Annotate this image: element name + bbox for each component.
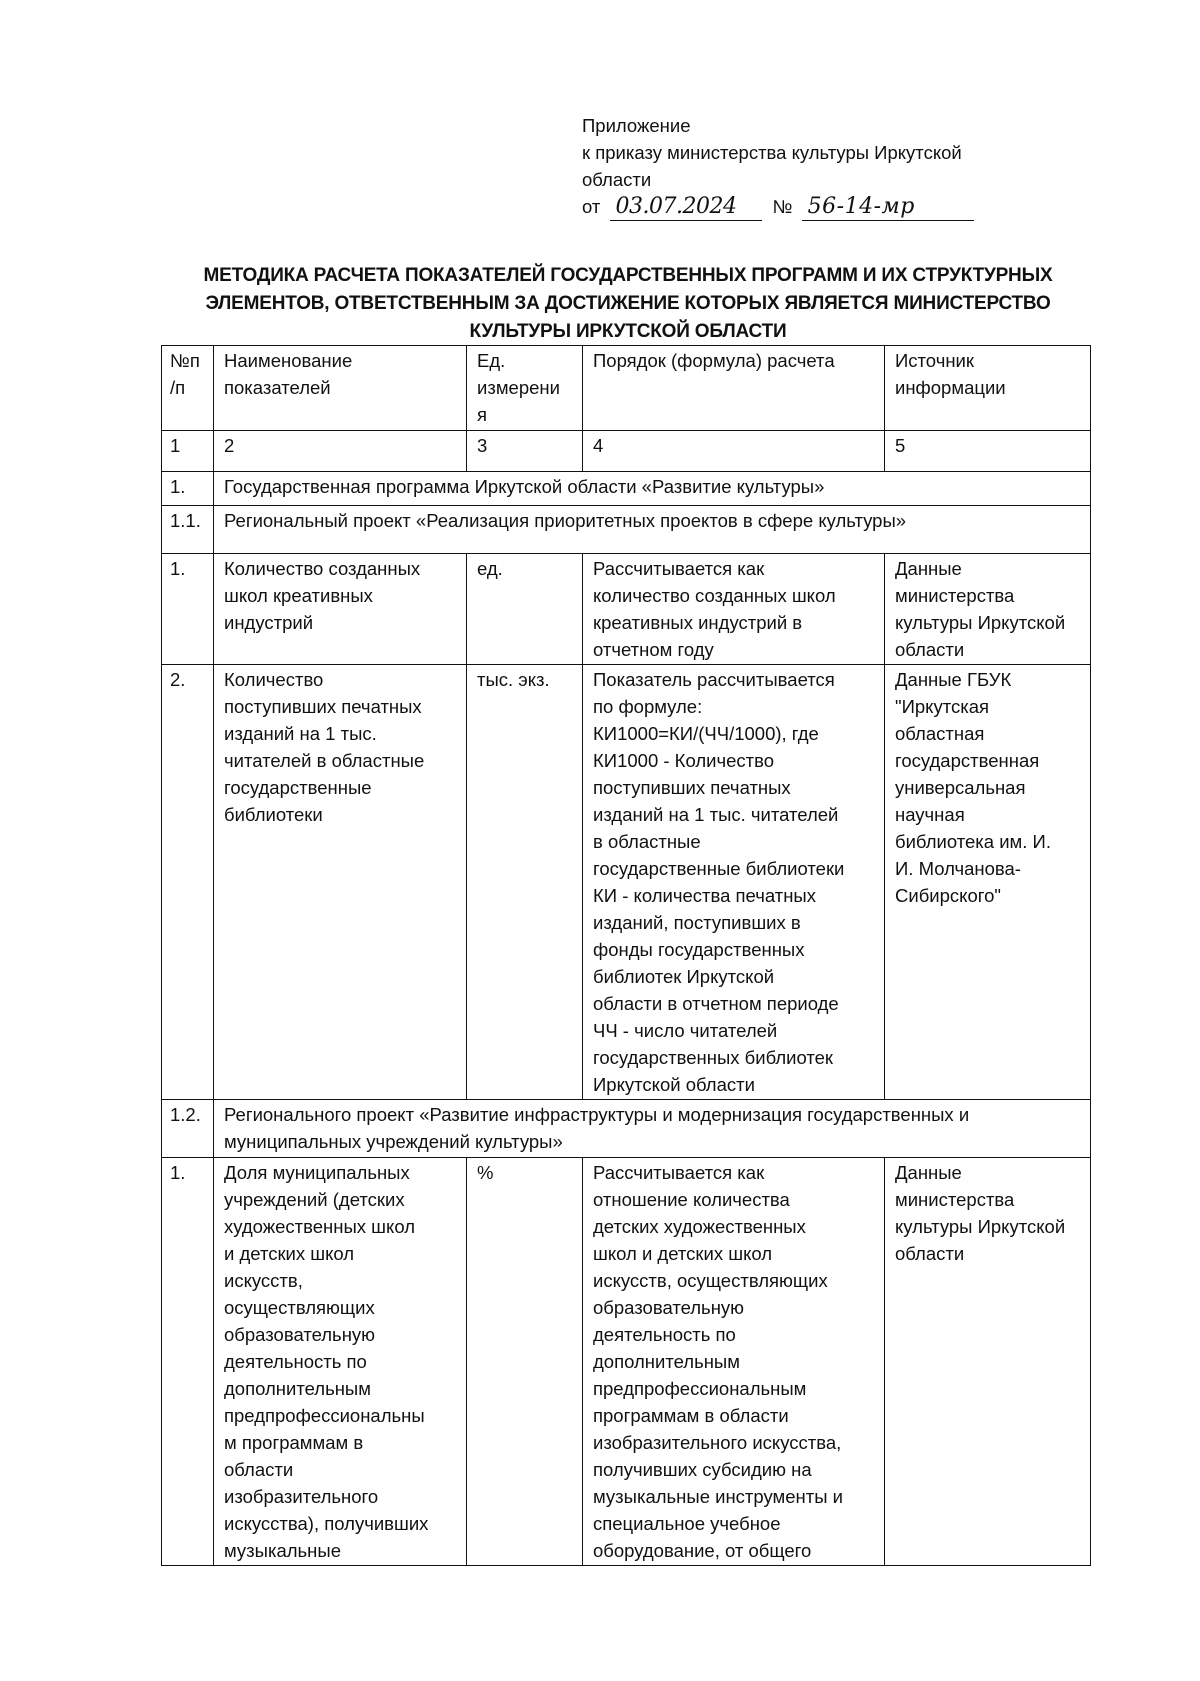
table-row (162, 1158, 1091, 1566)
appendix-region: области (582, 169, 652, 190)
title-line-1: МЕТОДИКА РАСЧЕТА ПОКАЗАТЕЛЕЙ ГОСУДАРСТВЕННЫХ ПРОГРАММ И ИХ СТРУКТУРНЫХ (203, 265, 1053, 286)
row-number: 1. (162, 1158, 214, 1566)
header-formula: Порядок (формула) расчета (583, 346, 885, 431)
handwritten-number: 56-14-мр (802, 194, 974, 221)
indicator-formula: Рассчитывается как отношение количества детских художественных школ и детских школ искусств, осуществляющих образовательную деятельность по дополнительным предпрофессиональным программам в области изобразительного искусства, получивших субсидию на музыкальные инструменты и специальное учебное оборудование, от общего (583, 1158, 885, 1566)
column-number: 2 (214, 431, 467, 472)
indicator-formula: Рассчитывается как количество созданных школ креативных индустрий в отчетном году (583, 554, 885, 665)
row-number: 2. (162, 665, 214, 1100)
title-line-3: КУЛЬТУРЫ ИРКУТСКОЙ ОБЛАСТИ (469, 321, 787, 342)
header-unit: Ед. измерени я (467, 346, 583, 431)
header-name: Наименование показателей (214, 346, 467, 431)
document-title (178, 262, 1078, 346)
indicators-table (161, 345, 1091, 1566)
header-num: №п /п (162, 346, 214, 431)
indicator-unit: тыс. экз. (467, 665, 583, 1100)
column-number: 5 (885, 431, 1091, 472)
column-number: 3 (467, 431, 583, 472)
column-number: 4 (583, 431, 885, 472)
section-number: 1.1. (162, 506, 214, 554)
table-header-row (162, 346, 1091, 431)
indicator-name: Количество поступивших печатных изданий на 1 тыс. читателей в областные государственные библиотеки (214, 665, 467, 1100)
appendix-order-ref: к приказу министерства культуры Иркутской (582, 142, 962, 163)
section-row (162, 472, 1091, 506)
indicator-unit: % (467, 1158, 583, 1566)
table-row (162, 554, 1091, 665)
header-source: Источник информации (885, 346, 1091, 431)
section-title: Государственная программа Иркутской области «Развитие культуры» (214, 472, 1091, 506)
section-row (162, 1100, 1091, 1158)
column-number: 1 (162, 431, 214, 472)
order-reference (582, 193, 1022, 221)
section-row (162, 506, 1091, 554)
row-number: 1. (162, 554, 214, 665)
indicator-source: Данные министерства культуры Иркутской области (885, 1158, 1091, 1566)
section-title: Регионального проект «Развитие инфраструктуры и модернизация государственных и муниципальных учреждений культуры» (214, 1100, 1091, 1158)
title-line-2: ЭЛЕМЕНТОВ, ОТВЕТСТВЕННЫМ ЗА ДОСТИЖЕНИЕ КОТОРЫХ ЯВЛЯЕТСЯ МИНИСТЕРСТВО (205, 293, 1051, 314)
column-number-row (162, 431, 1091, 472)
section-number: 1.2. (162, 1100, 214, 1158)
appendix-label: Приложение (582, 115, 691, 136)
indicator-name: Количество созданных школ креативных индустрий (214, 554, 467, 665)
indicator-source: Данные министерства культуры Иркутской области (885, 554, 1091, 665)
appendix-header (582, 112, 1022, 221)
indicator-formula: Показатель рассчитывается по формуле: КИ1000=КИ/(ЧЧ/1000), где КИ1000 - Количество поступивших печатных изданий на 1 тыс. читателей в областные государственные библиотеки КИ - количества печатных изданий, поступивших в фонды государственных библиотек Иркутской области в отчетном периоде ЧЧ - число читателей государственных библиотек Иркутской области (583, 665, 885, 1100)
indicator-source: Данные ГБУК "Иркутская областная государственная универсальная научная библиотека им. И. И. Молчанова- Сибирского" (885, 665, 1091, 1100)
number-prefix: № (772, 196, 793, 217)
indicator-name: Доля муниципальных учреждений (детских художественных школ и детских школ искусств, осуществляющих образовательную деятельность по дополнительным предпрофессиональны м программам в области изобразительного искусства), получивших музыкальные (214, 1158, 467, 1566)
handwritten-date: 03.07.2024 (610, 194, 762, 221)
date-prefix: от (582, 196, 601, 217)
indicator-unit: ед. (467, 554, 583, 665)
table-row (162, 665, 1091, 1100)
section-number: 1. (162, 472, 214, 506)
section-title: Региональный проект «Реализация приоритетных проектов в сфере культуры» (214, 506, 1091, 554)
